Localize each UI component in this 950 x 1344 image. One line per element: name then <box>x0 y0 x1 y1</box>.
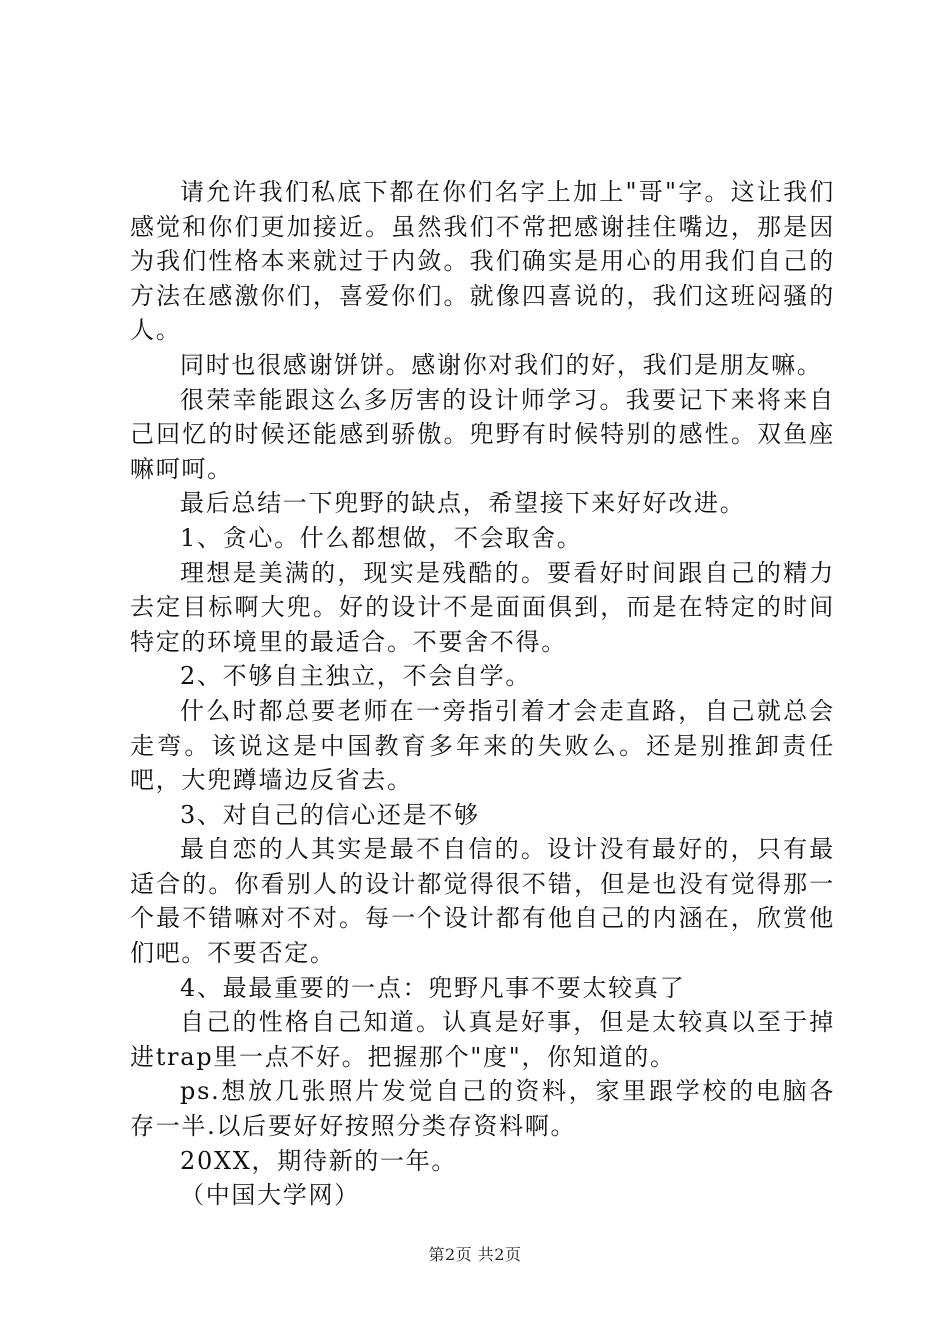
paragraph: 自己的性格自己知道。认真是好事，但是太较真以至于掉进trap里一点不好。把握那个"度"，你知道的。 <box>130 1008 835 1071</box>
paragraph: 请允许我们私底下都在你们名字上加上"哥"字。这让我们感觉和你们更加接近。虽然我们不常把感谢挂住嘴边，那是因为我们性格本来就过于内敛。我们确实是用心的用我们自己的方法在感激你们，喜爱你们。就像四喜说的，我们这班闷骚的人。 <box>130 178 835 345</box>
paragraph: 最自恋的人其实是最不自信的。设计没有最好的，只有最适合的。你看别人的设计都觉得很不错，但是也没有觉得那一个最不错嘛对不对。每一个设计都有他自己的内涵在，欣赏他们吧。不要否定。 <box>130 835 835 968</box>
paragraph: 什么时都总要老师在一旁指引着才会走直路，自己就总会走弯。该说这是中国教育多年来的失败么。还是别推卸责任吧，大兜蹲墙边反省去。 <box>130 696 835 795</box>
paragraph: 20XX，期待新的一年。 <box>180 1146 458 1175</box>
list-heading: 1、贪心。什么都想做，不会取舍。 <box>180 523 583 552</box>
list-heading: 3、对自己的信心还是不够 <box>180 800 480 829</box>
document-body <box>130 175 835 1213</box>
paragraph: 同时也很感谢饼饼。感谢你对我们的好，我们是朋友嘛。 <box>180 350 823 379</box>
paragraph: ps.想放几张照片发觉自己的资料，家里跟学校的电脑各存一半.以后要好好按照分类存资料啊。 <box>130 1077 835 1141</box>
list-heading: 2、不够自主独立，不会自学。 <box>180 662 532 691</box>
page-footer: 第2页 共2页 <box>428 1245 522 1264</box>
paragraph: 最后总结一下兜野的缺点，希望接下来好好改进。 <box>180 489 746 518</box>
paragraph: 很荣幸能跟这么多厉害的设计师学习。我要记下来将来自己回忆的时候还能感到骄傲。兜野有时候特别的感性。双鱼座嘛呵呵。 <box>130 385 835 483</box>
list-heading: 4、最最重要的一点：兜野凡事不要太较真了 <box>180 973 686 1002</box>
source-note: （中国大学网） <box>180 1181 360 1210</box>
paragraph: 理想是美满的，现实是残酷的。要看好时间跟自己的精力去定目标啊大兜。好的设计不是面面俱到，而是在特定的时间特定的环境里的最适合。不要舍不得。 <box>130 558 835 656</box>
